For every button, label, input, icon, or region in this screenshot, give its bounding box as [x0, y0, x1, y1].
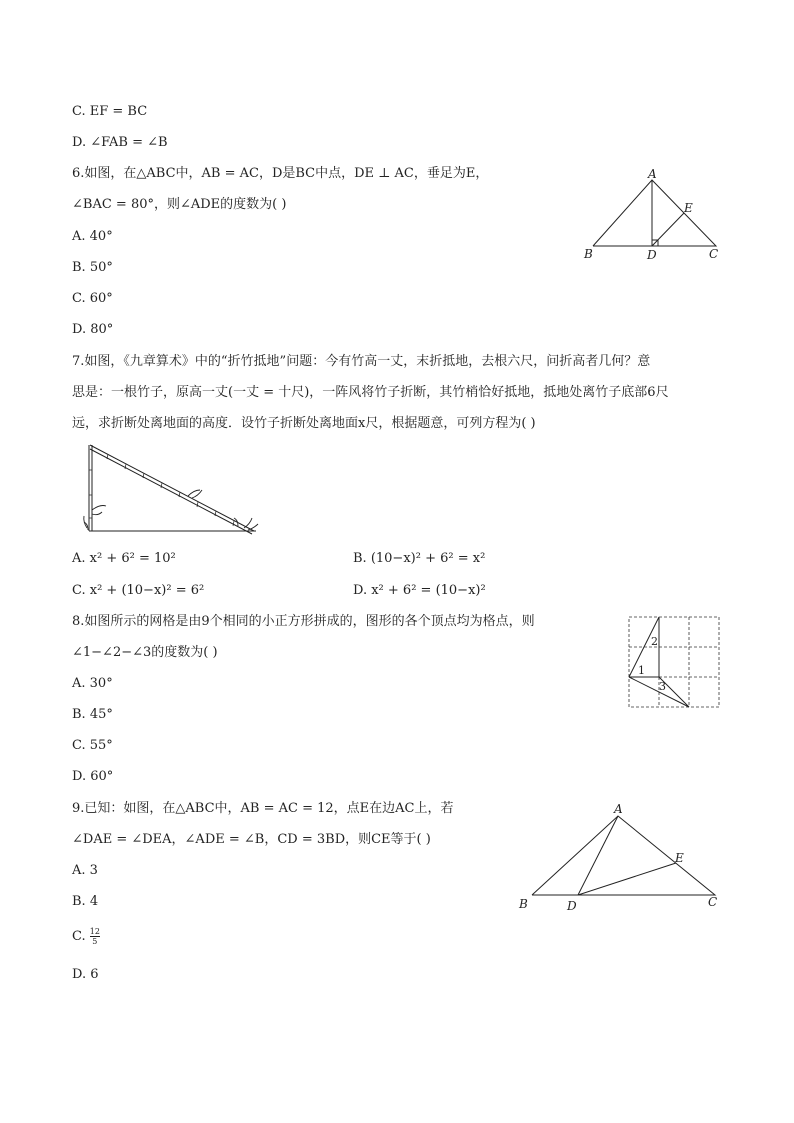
q6-label-a: A: [648, 167, 657, 181]
q6-label-b: B: [584, 247, 593, 261]
q7-option-a: A. x² + 6² = 10²: [72, 551, 176, 566]
q6-stem-line2: ∠BAC = 80°，则∠ADE的度数为( ): [72, 197, 287, 212]
q5-option-d: D. ∠FAB = ∠B: [72, 135, 168, 150]
q9-option-c-prefix: C.: [72, 929, 90, 944]
q6-stem-line1: 6.如图，在△ABC中，AB = AC，D是BC中点，DE ⊥ AC，垂足为E，: [72, 166, 489, 181]
q8-stem-line1: 8.如图所示的网格是由9个相同的小正方形拼成的，图形的各个顶点均为格点，则: [72, 614, 535, 629]
q8-angle-label-1: 1: [638, 664, 645, 677]
q9-stem-line2: ∠DAE = ∠DEA，∠ADE = ∠B，CD = 3BD，则CE等于( ): [72, 832, 431, 847]
q9-segment-de: [578, 863, 676, 895]
q7-stem-line3: 远，求折断处离地面的高度．设竹子折断处离地面x尺，根据题意，可列方程为( ): [72, 416, 536, 431]
q5-option-c: C. EF = BC: [72, 104, 148, 119]
q7-bamboo-nodes: [89, 454, 234, 526]
q8-angle-label-3: 3: [659, 680, 666, 693]
q7-stem-line1: 7.如图，《九章算术》中的“折竹抵地”问题：今有竹高一丈，末折抵地，去根六尺，问折高者几何？意: [72, 354, 651, 369]
q9-label-a: A: [614, 802, 623, 816]
q9-segment-ad: [578, 816, 618, 895]
q6-triangle-abc: [593, 180, 716, 246]
q9-label-d: D: [567, 899, 577, 913]
q7-option-d: D. x² + 6² = (10−x)²: [353, 583, 486, 598]
q6-option-a: A. 40°: [72, 229, 113, 244]
q9-option-a: A. 3: [72, 863, 98, 878]
q7-broken-bamboo: [90, 445, 254, 531]
q7-stem-line2: 思是：一根竹子，原高一丈(一丈 = 十尺)，一阵风将竹子折断，其竹梢恰好抵地，抵地处离竹子底部6尺: [72, 385, 669, 400]
q9-fraction-denominator: 5: [90, 936, 100, 946]
q9-fraction-numerator: 12: [89, 927, 100, 936]
q9-triangle-abc: [532, 816, 715, 895]
q9-option-b: B. 4: [72, 894, 99, 909]
q6-option-b: B. 50°: [72, 260, 113, 275]
q8-option-c: C. 55°: [72, 738, 113, 753]
q8-angle-label-2: 2: [651, 635, 658, 648]
q9-label-e: E: [675, 851, 684, 865]
q6-label-e: E: [684, 201, 693, 215]
q6-option-d: D. 80°: [72, 322, 114, 337]
q6-label-d: D: [647, 248, 657, 262]
q8-stem-line2: ∠1−∠2−∠3的度数为( ): [72, 645, 218, 660]
q9-option-c-fraction: [90, 927, 100, 946]
q6-label-c: C: [709, 247, 719, 261]
q8-option-d: D. 60°: [72, 769, 114, 784]
q9-triangle-figure: [510, 800, 730, 915]
q7-option-c: C. x² + (10−x)² = 6²: [72, 583, 205, 598]
q7-bamboo-figure: [78, 440, 268, 538]
q7-option-b: B. (10−x)² + 6² = x²: [353, 551, 486, 566]
q6-segment-de: [652, 213, 684, 246]
q8-grid-figure: [624, 612, 724, 712]
q8-dashed-grid: [629, 617, 719, 707]
q9-label-c: C: [708, 895, 718, 909]
q9-stem-line1: 9.已知：如图，在△ABC中，AB = AC = 12，点E在边AC上，若: [72, 801, 454, 816]
q6-triangle-figure: [580, 165, 730, 265]
q8-option-a: A. 30°: [72, 676, 113, 691]
q9-option-d: D. 6: [72, 967, 99, 982]
q9-label-b: B: [519, 897, 528, 911]
q8-option-b: B. 45°: [72, 707, 113, 722]
q9-option-c: [72, 927, 100, 946]
q6-option-c: C. 60°: [72, 291, 113, 306]
